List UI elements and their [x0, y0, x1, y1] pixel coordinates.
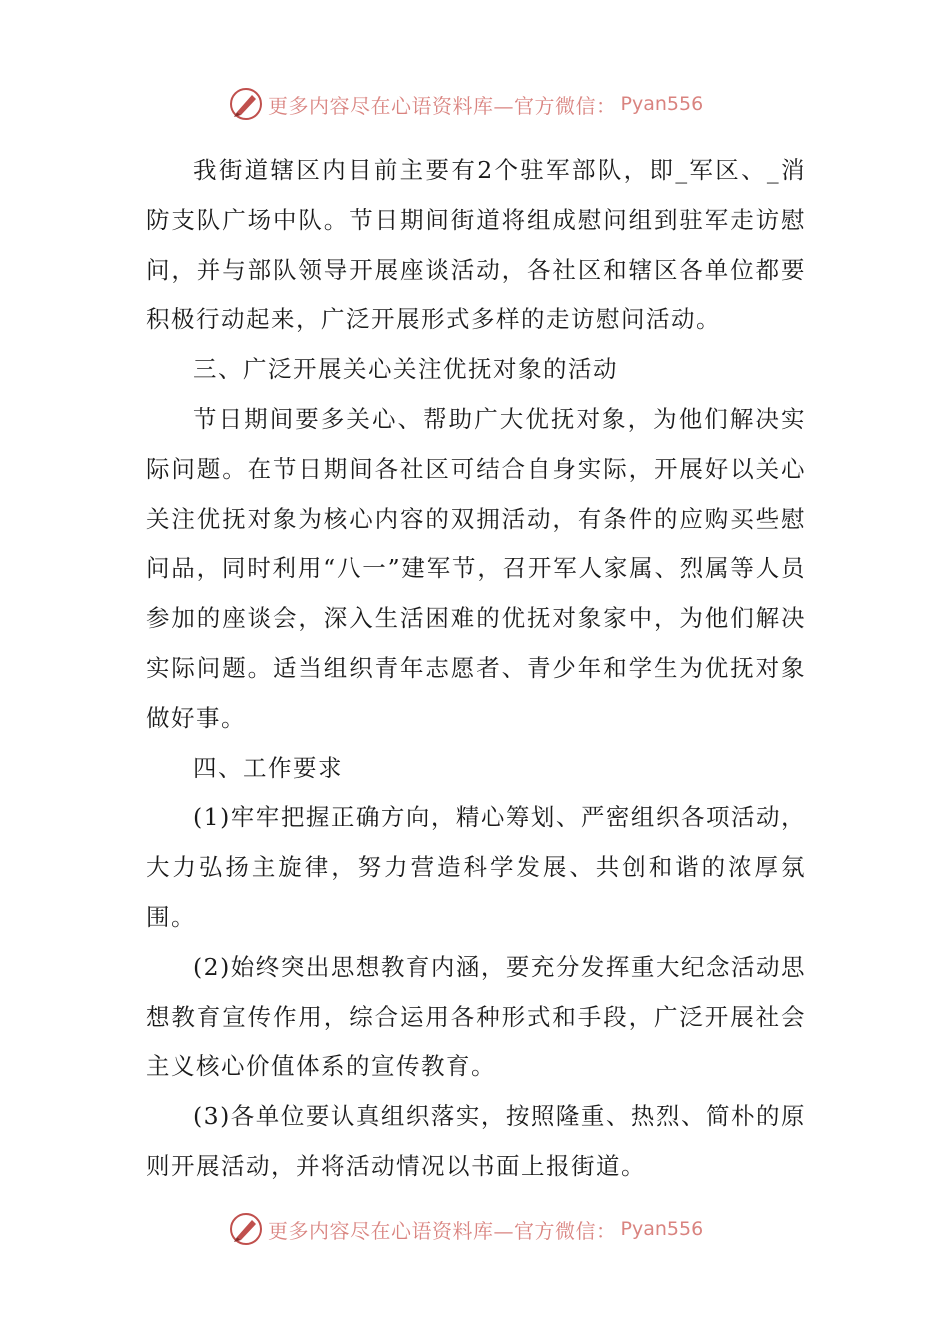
- section-heading: 三、广泛开展关心关注优抚对象的活动: [193, 355, 618, 384]
- watermark-footer: [228, 1209, 703, 1249]
- paragraph: (1)牢牢把握正确方向，精心筹划、严密组织各项活动，大力弘扬主旋律，努力营造科学发展、共创和谐的浓厚氛围。: [146, 803, 806, 931]
- watermark-text: 更多内容尽在心语资料库—官方微信：: [268, 93, 617, 118]
- paragraph: 我街道辖区内目前主要有2个驻军部队，即_军区、_消防支队广场中队。节日期间街道将组成慰问组到驻军走访慰问，并与部队领导开展座谈活动，各社区和辖区各单位都要积极行动起来，广泛开展形式多样的走访慰问活动。: [146, 156, 806, 334]
- watermark-id: Pyan556: [620, 93, 704, 115]
- watermark-text: 更多内容尽在心语资料库—官方微信：: [268, 1218, 617, 1243]
- watermark-id: Pyan556: [620, 1218, 704, 1240]
- paragraph: (2)始终突出思想教育内涵，要充分发挥重大纪念活动思想教育宣传作用，综合运用各种形式和手段，广泛开展社会主义核心价值体系的宣传教育。: [146, 952, 806, 1081]
- paragraph: (3)各单位要认真组织落实，按照隆重、热烈、简朴的原则开展活动，并将活动情况以书面上报街道。: [146, 1102, 806, 1180]
- section-heading: 四、工作要求: [193, 753, 343, 782]
- pen-logo-icon: [228, 86, 264, 122]
- paragraph: 节日期间要多关心、帮助广大优抚对象，为他们解决实际问题。在节日期间各社区可结合自身实际，开展好以关心关注优抚对象为核心内容的双拥活动，有条件的应购买些慰问品，同时利用“八一”建军节，召开军人家属、烈属等人员参加的座谈会，深入生活困难的优抚对象家中，为他们解决实际问题。适当组织青年志愿者、青少年和学生为优抚对象做好事。: [146, 404, 806, 732]
- document-body: [146, 146, 806, 1192]
- pen-logo-icon: [228, 1211, 264, 1247]
- watermark-header: [228, 84, 703, 124]
